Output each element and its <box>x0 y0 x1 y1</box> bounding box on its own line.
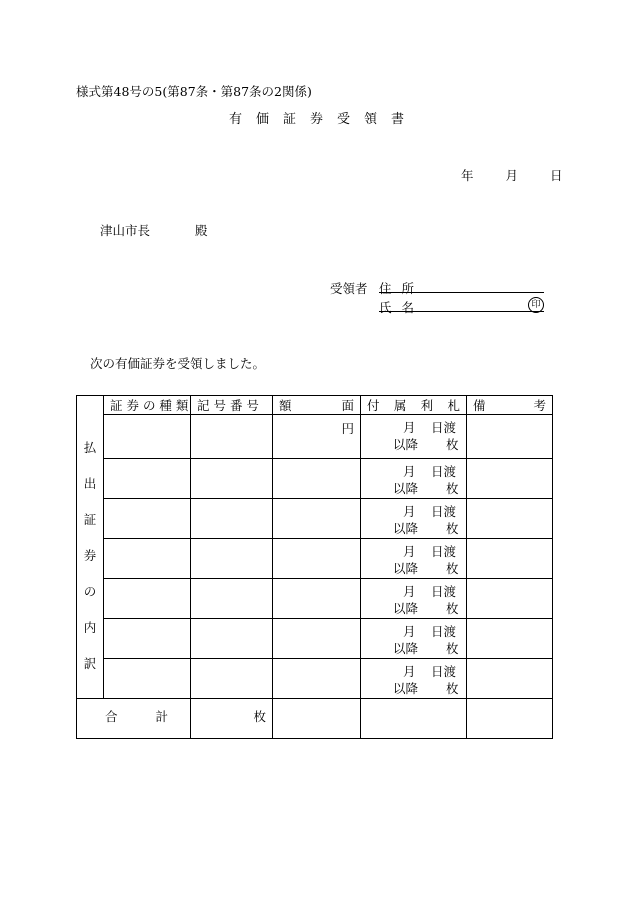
table-header-row <box>77 396 553 415</box>
total-face-value[interactable] <box>273 699 361 739</box>
cell-face-value[interactable] <box>273 579 361 619</box>
seal-mark: 印 <box>528 297 544 313</box>
header-type: 証 券 の 種 類 <box>104 396 191 415</box>
cell-type[interactable] <box>104 659 191 699</box>
side-char: の <box>83 584 97 599</box>
header-number: 記 号 番 号 <box>191 396 273 415</box>
coupon-sheets: 枚 <box>446 601 459 616</box>
cell-coupon[interactable] <box>361 459 467 499</box>
cell-coupon[interactable] <box>361 579 467 619</box>
cell-face-value[interactable] <box>273 459 361 499</box>
coupon-day: 日渡 <box>431 584 457 599</box>
coupon-month: 月 <box>403 584 416 599</box>
cell-number[interactable] <box>191 659 273 699</box>
coupon-month: 月 <box>403 544 416 559</box>
addressee: 津山市長 <box>100 223 151 238</box>
coupon-sheets: 枚 <box>446 561 459 576</box>
cell-type[interactable] <box>104 539 191 579</box>
coupon-month: 月 <box>403 624 416 639</box>
side-char: 訳 <box>83 656 97 671</box>
date-day: 日 <box>549 168 563 183</box>
table-row <box>77 579 553 619</box>
side-label <box>77 396 104 699</box>
cell-remarks[interactable] <box>467 499 553 539</box>
side-char: 内 <box>83 620 97 635</box>
total-unit: 枚 <box>253 709 266 724</box>
total-count-cell[interactable] <box>191 699 273 739</box>
coupon-after: 以降 <box>393 521 419 536</box>
coupon-after: 以降 <box>393 641 419 656</box>
date-line <box>461 166 562 184</box>
form-number: 様式第48号の5(第87条・第87条の2関係) <box>76 84 312 99</box>
side-char: 券 <box>83 548 97 563</box>
table-row <box>77 415 553 459</box>
side-char: 出 <box>83 476 97 491</box>
document-title: 有価証券受領書 <box>229 112 419 127</box>
total-remarks[interactable] <box>467 699 553 739</box>
cell-coupon[interactable] <box>361 415 467 459</box>
cell-face-value[interactable] <box>273 539 361 579</box>
cell-number[interactable] <box>191 415 273 459</box>
cell-number[interactable] <box>191 619 273 659</box>
recipient-label: 受領者 <box>330 281 368 296</box>
coupon-day: 日渡 <box>431 420 457 435</box>
coupon-day: 日渡 <box>431 544 457 559</box>
cell-type[interactable] <box>104 415 191 459</box>
cell-remarks[interactable] <box>467 579 553 619</box>
cell-number[interactable] <box>191 499 273 539</box>
coupon-day: 日渡 <box>431 464 457 479</box>
cell-face-value[interactable] <box>273 415 361 459</box>
coupon-sheets: 枚 <box>446 521 459 536</box>
total-char: 計 <box>155 709 168 724</box>
name-label: 氏名 <box>379 300 425 315</box>
date-year: 年 <box>461 168 474 183</box>
coupon-month: 月 <box>403 464 416 479</box>
header-face-value: 額 面 <box>273 396 361 415</box>
honorific: 殿 <box>195 223 208 238</box>
securities-table <box>76 395 553 739</box>
cell-face-value[interactable] <box>273 499 361 539</box>
cell-number[interactable] <box>191 539 273 579</box>
cell-coupon[interactable] <box>361 499 467 539</box>
cell-remarks[interactable] <box>467 659 553 699</box>
total-coupon[interactable] <box>361 699 467 739</box>
side-char: 証 <box>83 512 97 527</box>
coupon-day: 日渡 <box>431 664 457 679</box>
coupon-sheets: 枚 <box>446 681 459 696</box>
cell-type[interactable] <box>104 619 191 659</box>
yen-unit: 円 <box>341 421 354 436</box>
address-label: 住所 <box>379 281 425 296</box>
statement-text: 次の有価証券を受領しました。 <box>90 356 266 371</box>
cell-remarks[interactable] <box>467 415 553 459</box>
name-line[interactable] <box>379 311 544 312</box>
table-row <box>77 499 553 539</box>
table-row <box>77 659 553 699</box>
cell-coupon[interactable] <box>361 539 467 579</box>
total-row <box>77 699 553 739</box>
total-char: 合 <box>105 709 118 724</box>
cell-remarks[interactable] <box>467 619 553 659</box>
cell-type[interactable] <box>104 459 191 499</box>
coupon-sheets: 枚 <box>446 437 459 452</box>
table-row <box>77 459 553 499</box>
cell-remarks[interactable] <box>467 459 553 499</box>
coupon-sheets: 枚 <box>446 481 459 496</box>
cell-coupon[interactable] <box>361 619 467 659</box>
coupon-after: 以降 <box>393 561 419 576</box>
coupon-month: 月 <box>403 504 416 519</box>
cell-face-value[interactable] <box>273 659 361 699</box>
cell-number[interactable] <box>191 579 273 619</box>
header-coupon: 付 属 利 札 <box>361 396 467 415</box>
address-line[interactable] <box>379 292 544 293</box>
coupon-day: 日渡 <box>431 624 457 639</box>
side-char: 払 <box>83 440 97 455</box>
coupon-day: 日渡 <box>431 504 457 519</box>
cell-face-value[interactable] <box>273 619 361 659</box>
cell-coupon[interactable] <box>361 659 467 699</box>
table-row <box>77 619 553 659</box>
header-remarks: 備 考 <box>467 396 553 415</box>
cell-type[interactable] <box>104 499 191 539</box>
date-month: 月 <box>505 168 518 183</box>
coupon-after: 以降 <box>393 601 419 616</box>
cell-number[interactable] <box>191 459 273 499</box>
table-row <box>77 539 553 579</box>
cell-type[interactable] <box>104 579 191 619</box>
coupon-after: 以降 <box>393 681 419 696</box>
coupon-month: 月 <box>403 420 416 435</box>
coupon-sheets: 枚 <box>446 641 459 656</box>
coupon-month: 月 <box>403 664 416 679</box>
coupon-after: 以降 <box>393 481 419 496</box>
cell-remarks[interactable] <box>467 539 553 579</box>
total-label-cell <box>77 699 191 739</box>
coupon-after: 以降 <box>393 437 419 452</box>
